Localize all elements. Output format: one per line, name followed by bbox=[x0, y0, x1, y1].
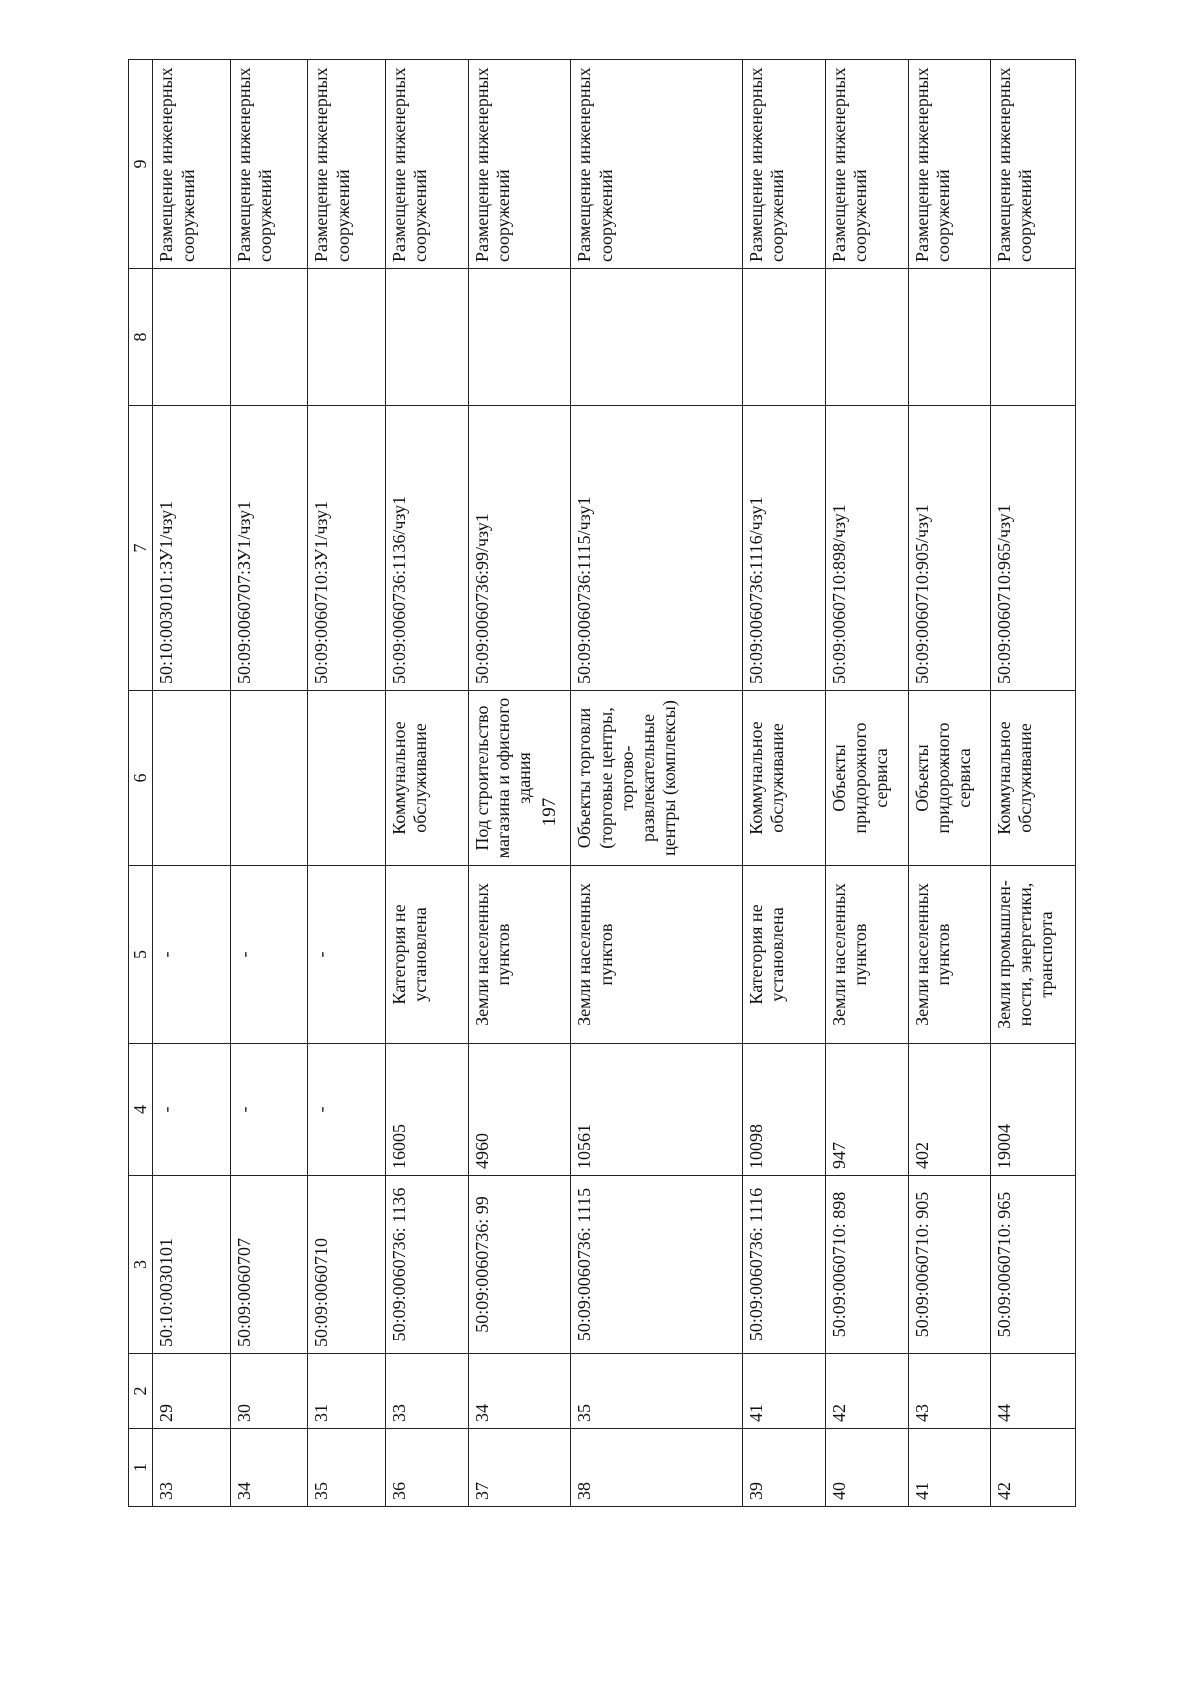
object-number: 43 bbox=[908, 1354, 990, 1429]
object-number: 29 bbox=[153, 1354, 231, 1429]
column-8-value bbox=[230, 269, 308, 406]
land-category: Земли населенных пунктов bbox=[571, 866, 742, 1044]
cadastral-number: 50:09:0060736: 1136 bbox=[385, 1176, 468, 1354]
permitted-use: Коммунальное обслуживание bbox=[990, 691, 1075, 866]
header-cell: 4 bbox=[129, 1044, 153, 1176]
easement-purpose: Размещение инженерных сооружений bbox=[385, 60, 468, 269]
cadastral-number: 50:09:0060710: 965 bbox=[990, 1176, 1075, 1354]
land-category: Категория не установлена bbox=[385, 866, 468, 1044]
easement-number: 50:09:0060736:1116/чзу1 bbox=[742, 406, 825, 691]
easement-number: 50:09:0060710:965/чзу1 bbox=[990, 406, 1075, 691]
easement-purpose: Размещение инженерных сооружений bbox=[990, 60, 1075, 269]
table-row bbox=[468, 60, 571, 1507]
easement-purpose: Размещение инженерных сооружений bbox=[153, 60, 231, 269]
column-8-value bbox=[308, 269, 386, 406]
cadastral-number: 50:09:0060736: 99 bbox=[468, 1176, 571, 1354]
row-index: 37 bbox=[468, 1429, 571, 1507]
permitted-use bbox=[230, 691, 308, 866]
cadastral-number: 50:10:0030101 bbox=[153, 1176, 231, 1354]
object-number: 42 bbox=[825, 1354, 908, 1429]
land-category: Земли промышлен-ности, энергетики, транспорта bbox=[990, 866, 1075, 1044]
easement-number: 50:09:0060710:ЗУ1/чзу1 bbox=[308, 406, 386, 691]
table-row bbox=[230, 60, 308, 1507]
permitted-use: Под строительство магазина и офисного здания bbox=[468, 691, 571, 866]
table-row bbox=[571, 60, 742, 1507]
land-category: Земли населенных пунктов bbox=[825, 866, 908, 1044]
easement-number: 50:09:0060736:1115/чзу1 bbox=[571, 406, 742, 691]
land-category: Земли населенных пунктов bbox=[468, 866, 571, 1044]
column-8-value bbox=[825, 269, 908, 406]
cadastral-number: 50:09:0060710 bbox=[308, 1176, 386, 1354]
table-row bbox=[153, 60, 231, 1507]
easement-number: 50:09:0060707:ЗУ1/чзу1 bbox=[230, 406, 308, 691]
column-8-value bbox=[571, 269, 742, 406]
column-8-value bbox=[468, 269, 571, 406]
area-value: 10098 bbox=[742, 1044, 825, 1176]
table-row bbox=[990, 60, 1075, 1507]
easement-purpose: Размещение инженерных сооружений bbox=[908, 60, 990, 269]
column-8-value bbox=[990, 269, 1075, 406]
permitted-use bbox=[308, 691, 386, 866]
object-number: 35 bbox=[571, 1354, 742, 1429]
header-row bbox=[129, 60, 153, 1507]
easement-purpose: Размещение инженерных сооружений bbox=[230, 60, 308, 269]
parcel-table bbox=[128, 59, 1076, 1507]
header-cell: 3 bbox=[129, 1176, 153, 1354]
header-cell: 9 bbox=[129, 60, 153, 269]
row-index: 42 bbox=[990, 1429, 1075, 1507]
cadastral-number: 50:09:0060710: 905 bbox=[908, 1176, 990, 1354]
row-index: 38 bbox=[571, 1429, 742, 1507]
easement-purpose: Размещение инженерных сооружений bbox=[468, 60, 571, 269]
easement-purpose: Размещение инженерных сооружений bbox=[742, 60, 825, 269]
area-value: 947 bbox=[825, 1044, 908, 1176]
row-index: 41 bbox=[908, 1429, 990, 1507]
easement-purpose: Размещение инженерных сооружений bbox=[571, 60, 742, 269]
area-value: 402 bbox=[908, 1044, 990, 1176]
easement-number: 50:09:0060736:99/чзу1 bbox=[468, 406, 571, 691]
permitted-use: Объекты торговли (торговые центры, торгово-развлекательные центры (комплексы) bbox=[571, 691, 742, 866]
permitted-use: Коммунальное обслуживание bbox=[385, 691, 468, 866]
object-number: 41 bbox=[742, 1354, 825, 1429]
area-value: 4960 bbox=[468, 1044, 571, 1176]
permitted-use: Объекты придорожного сервиса bbox=[825, 691, 908, 866]
land-category: Земли населенных пунктов bbox=[908, 866, 990, 1044]
object-number: 44 bbox=[990, 1354, 1075, 1429]
cadastral-number: 50:09:0060710: 898 bbox=[825, 1176, 908, 1354]
land-category: - bbox=[153, 866, 231, 1044]
easement-number: 50:09:0060710:898/чзу1 bbox=[825, 406, 908, 691]
header-cell: 2 bbox=[129, 1354, 153, 1429]
easement-number: 50:09:0060710:905/чзу1 bbox=[908, 406, 990, 691]
permitted-use: Объекты придорожного сервиса bbox=[908, 691, 990, 866]
column-8-value bbox=[742, 269, 825, 406]
land-category: - bbox=[230, 866, 308, 1044]
land-category: Категория не установлена bbox=[742, 866, 825, 1044]
row-index: 40 bbox=[825, 1429, 908, 1507]
page-number: 197 bbox=[539, 797, 560, 827]
table-row bbox=[908, 60, 990, 1507]
rotated-table-container bbox=[128, 60, 1076, 1507]
object-number: 31 bbox=[308, 1354, 386, 1429]
area-value: - bbox=[308, 1044, 386, 1176]
header-cell: 5 bbox=[129, 866, 153, 1044]
land-category: - bbox=[308, 866, 386, 1044]
object-number: 33 bbox=[385, 1354, 468, 1429]
object-number: 34 bbox=[468, 1354, 571, 1429]
easement-number: 50:10:0030101:ЗУ1/чзу1 bbox=[153, 406, 231, 691]
cadastral-number: 50:09:0060736: 1115 bbox=[571, 1176, 742, 1354]
row-index: 39 bbox=[742, 1429, 825, 1507]
area-value: - bbox=[153, 1044, 231, 1176]
permitted-use bbox=[153, 691, 231, 866]
area-value: 19004 bbox=[990, 1044, 1075, 1176]
column-8-value bbox=[153, 269, 231, 406]
table-row bbox=[385, 60, 468, 1507]
easement-number: 50:09:0060736:1136/чзу1 bbox=[385, 406, 468, 691]
table-row bbox=[308, 60, 386, 1507]
area-value: - bbox=[230, 1044, 308, 1176]
cadastral-number: 50:09:0060736: 1116 bbox=[742, 1176, 825, 1354]
permitted-use: Коммунальное обслуживание bbox=[742, 691, 825, 866]
row-index: 35 bbox=[308, 1429, 386, 1507]
column-8-value bbox=[908, 269, 990, 406]
object-number: 30 bbox=[230, 1354, 308, 1429]
header-cell: 1 bbox=[129, 1429, 153, 1507]
column-8-value bbox=[385, 269, 468, 406]
area-value: 16005 bbox=[385, 1044, 468, 1176]
row-index: 34 bbox=[230, 1429, 308, 1507]
table-row bbox=[825, 60, 908, 1507]
header-cell: 7 bbox=[129, 406, 153, 691]
row-index: 36 bbox=[385, 1429, 468, 1507]
header-cell: 8 bbox=[129, 269, 153, 406]
easement-purpose: Размещение инженерных сооружений bbox=[308, 60, 386, 269]
table-row bbox=[742, 60, 825, 1507]
row-index: 33 bbox=[153, 1429, 231, 1507]
header-cell: 6 bbox=[129, 691, 153, 866]
area-value: 10561 bbox=[571, 1044, 742, 1176]
cadastral-number: 50:09:0060707 bbox=[230, 1176, 308, 1354]
easement-purpose: Размещение инженерных сооружений bbox=[825, 60, 908, 269]
